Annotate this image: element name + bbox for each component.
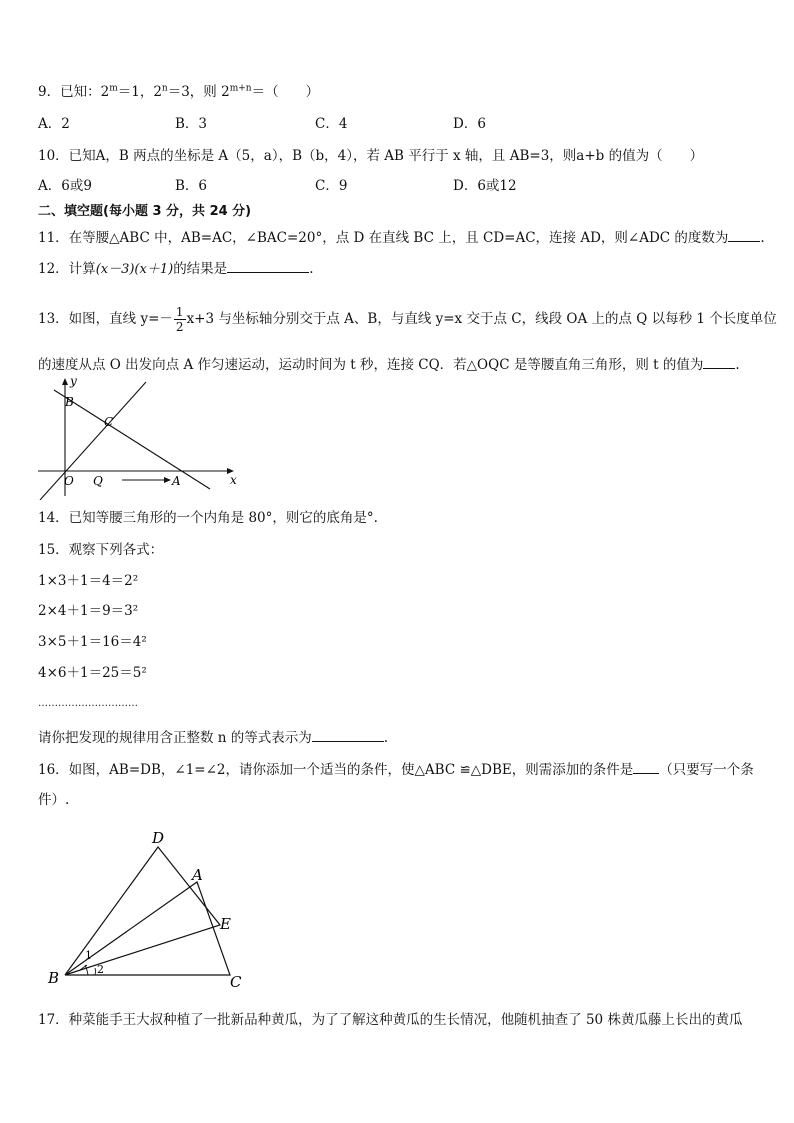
q10-option-a: A．6或9 (38, 178, 92, 194)
q15-end: . (383, 730, 389, 746)
fraction-numerator: 1 (175, 305, 184, 319)
label-a: A (192, 866, 203, 884)
question-15: 15．观察下列各式： (38, 542, 164, 558)
q15-equation-4: 4×6＋1＝25＝5² (38, 665, 147, 681)
q9-expr-c: ＝3，则 2 (167, 84, 230, 100)
q15-prompt-text: 请你把发现的规律用含正整数 n 的等式表示为 (38, 730, 312, 746)
q13-text-b: x+3 与坐标轴分别交于点 A、B，与直线 y=x 交于点 C，线段 OA 上的点 Q 以每秒 1 个长度单位 (186, 311, 777, 327)
q9-expr-a: 2 (100, 84, 110, 100)
q12-end: . (309, 261, 314, 277)
question-13 (38, 305, 777, 334)
label-c: C (230, 973, 242, 991)
question-10: 10．已知A，B 两点的坐标是 A（5，a），B（b，4），若 AB 平行于 x 轴，且 AB=3，则a+b 的值为（ ） (38, 148, 704, 164)
q10-option-b: B．6 (175, 178, 208, 194)
label-c: C (104, 415, 114, 429)
label-angle-2: 2 (97, 963, 104, 976)
q10-option-d: D．6或12 (453, 178, 517, 194)
q9-exp-b: n (161, 83, 168, 94)
q9-option-a: A．2 (38, 116, 70, 132)
label-o: O (64, 474, 74, 488)
q9-option-c: C．4 (315, 116, 348, 132)
question-14: 14．已知等腰三角形的一个内角是 80°，则它的底角是°. (38, 510, 378, 526)
q10-option-c: C．9 (315, 178, 348, 194)
q9-exp-a: m (109, 83, 118, 94)
q9-expr-end: ＝（ ） (251, 84, 320, 100)
q12-expr: (x－3)(x＋1) (95, 262, 174, 277)
q16-figure (40, 825, 270, 995)
q9-label: 9．已知： (38, 84, 101, 100)
q12-text-b: 的结果是 (173, 261, 228, 277)
label-b: B (48, 969, 60, 987)
question-12 (38, 260, 313, 279)
label-q: Q (93, 474, 103, 488)
q12-text-a: 12．计算 (38, 261, 96, 277)
q11-end: . (760, 230, 765, 246)
q15-equation-3: 3×5＋1＝16＝4² (38, 634, 147, 650)
q9-option-d: D．6 (453, 116, 486, 132)
q13-text-a: 13．如图，直线 y=－ (38, 311, 173, 327)
q9-option-b: B．3 (175, 116, 208, 132)
q16-text-b: （只要写一个条 (659, 762, 754, 778)
answer-blank (703, 356, 735, 369)
label-b: B (65, 395, 74, 409)
label-d: D (152, 829, 165, 847)
answer-blank (312, 729, 384, 742)
q9-exp-c: m+n (229, 83, 252, 94)
label-e: E (220, 915, 231, 933)
question-11 (38, 229, 765, 247)
label-a: A (172, 474, 181, 488)
q9-expr-b: ＝1，2 (117, 84, 162, 100)
q15-equation-2: 2×4＋1＝9＝3² (38, 603, 139, 619)
question-13-cont (38, 356, 740, 374)
question-16-cont: 件）. (38, 792, 70, 808)
label-x: x (230, 473, 237, 487)
label-y: y (70, 376, 77, 388)
q13-figure (34, 376, 244, 500)
q11-text: 11．在等腰△ABC 中，AB=AC，∠BAC=20°，点 D 在直线 BC 上，且 CD=AC，连接 AD，则∠ADC 的度数为 (38, 230, 729, 246)
q13-fraction (174, 305, 186, 334)
answer-blank (227, 260, 309, 273)
question-16 (38, 761, 754, 779)
q15-equation-1: 1×3＋1＝4＝2² (38, 573, 139, 589)
q15-dots: ………………………… (38, 698, 138, 709)
angle-2-arc (95, 968, 96, 975)
section-title: 二、填空题(每小题 3 分，共 24 分) (38, 204, 252, 219)
answer-blank (633, 761, 659, 774)
label-angle-1: 1 (85, 949, 92, 962)
q15-prompt (38, 729, 388, 747)
fraction-denominator: 2 (175, 320, 184, 334)
question-9 (38, 83, 319, 101)
q16-text-a: 16．如图，AB=DB，∠1=∠2，请你添加一个适当的条件，使△ABC ≌△DBE，则需添加的条件是 (38, 762, 634, 778)
q13-text-c: 的速度从点 O 出发向点 A 作匀速运动，运动时间为 t 秒，连接 CQ．若△OQC 是等腰直角三角形，则 t 的值为 (38, 357, 704, 373)
question-17: 17．种菜能手王大叔种植了一批新品种黄瓜，为了了解这种黄瓜的生长情况，他随机抽查了 50 株黄瓜藤上长出的黄瓜 (38, 1012, 743, 1028)
q13-end: . (735, 357, 740, 373)
answer-blank (728, 229, 760, 242)
